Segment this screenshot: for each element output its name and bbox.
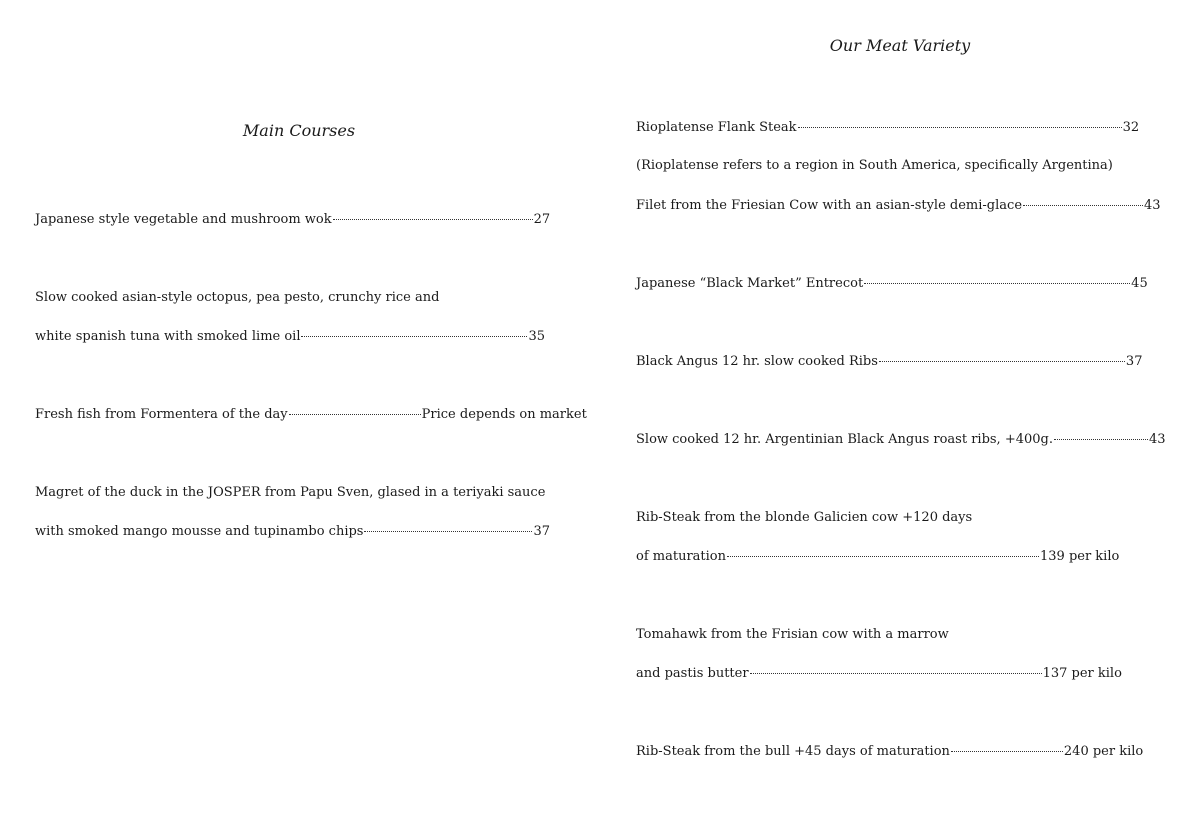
menu-item-price: 240 per kilo — [1063, 744, 1144, 759]
menu-item-vegetable-wok — [35, 211, 550, 229]
menu-item-price: Price depends on market — [421, 407, 587, 422]
menu-item-price: 43 — [1148, 432, 1166, 447]
menu-item-fresh-fish — [35, 406, 587, 424]
menu-item-name: Filet from the Friesian Cow with an asian-style demi-glace — [636, 198, 1023, 213]
menu-item-price: 37 — [533, 524, 551, 539]
menu-item-duck — [35, 523, 550, 541]
menu-item-name: Black Angus 12 hr. slow cooked Ribs — [636, 354, 878, 369]
leader-dots — [1054, 439, 1148, 440]
leader-dots — [301, 336, 527, 337]
menu-item-name: Rioplatense Flank Steak — [636, 120, 797, 135]
menu-item-galicien-line1: Rib-Steak from the blonde Galicien cow +120 days — [636, 510, 973, 525]
menu-item-name: Japanese style vegetable and mushroom wok — [35, 212, 332, 227]
meat-variety-heading: Our Meat Variety — [829, 36, 971, 55]
leader-dots — [289, 414, 421, 415]
menu-item-black-angus-ribs — [636, 353, 1142, 371]
main-courses-heading: Main Courses — [242, 121, 356, 140]
menu-item-duck-line1: Magret of the duck in the JOSPER from Papu Sven, glased in a teriyaki sauce — [35, 485, 546, 500]
rioplatense-note: (Rioplatense refers to a region in South America, specifically Argentina) — [636, 158, 1113, 173]
menu-item-price: 139 per kilo — [1040, 549, 1120, 564]
leader-dots — [798, 127, 1122, 128]
menu-item-name: and pastis butter — [636, 666, 749, 681]
menu-item-price: 43 — [1144, 198, 1161, 213]
leader-dots — [750, 673, 1042, 674]
leader-dots — [333, 219, 533, 220]
menu-item-price: 45 — [1131, 276, 1148, 291]
leader-dots — [951, 751, 1063, 752]
menu-item-bull-rib-steak — [636, 743, 1143, 761]
menu-item-price: 37 — [1125, 354, 1143, 369]
leader-dots — [364, 531, 532, 532]
menu-item-name: white spanish tuna with smoked lime oil — [35, 329, 301, 344]
menu-item-name: with smoked mango mousse and tupinambo chips — [35, 524, 364, 539]
menu-item-name: Slow cooked 12 hr. Argentinian Black Angus roast ribs, +400g. — [636, 432, 1053, 447]
menu-item-black-market-entrecot — [636, 275, 1148, 293]
menu-item-price: 27 — [533, 212, 551, 227]
leader-dots — [864, 283, 1130, 284]
leader-dots — [727, 556, 1039, 557]
menu-item-galicien-rib-steak — [636, 548, 1119, 566]
menu-item-octopus — [35, 328, 545, 346]
menu-item-octopus-line1: Slow cooked asian-style octopus, pea pesto, crunchy rice and — [35, 290, 440, 305]
menu-item-flank-steak — [636, 119, 1139, 137]
menu-item-name: Rib-Steak from the bull +45 days of maturation — [636, 744, 950, 759]
menu-item-friesian-filet — [636, 197, 1161, 215]
menu-item-price: 137 per kilo — [1042, 666, 1122, 681]
menu-item-tomahawk — [636, 665, 1122, 683]
menu-item-price: 35 — [528, 329, 546, 344]
leader-dots — [1023, 205, 1143, 206]
leader-dots — [879, 361, 1125, 362]
menu-item-roast-ribs — [636, 431, 1166, 449]
menu-item-price: 32 — [1122, 120, 1140, 135]
menu-item-name: of maturation — [636, 549, 726, 564]
menu-item-name: Fresh fish from Formentera of the day — [35, 407, 288, 422]
menu-item-tomahawk-line1: Tomahawk from the Frisian cow with a marrow — [636, 627, 949, 642]
menu-item-name: Japanese “Black Market” Entrecot — [636, 276, 864, 291]
